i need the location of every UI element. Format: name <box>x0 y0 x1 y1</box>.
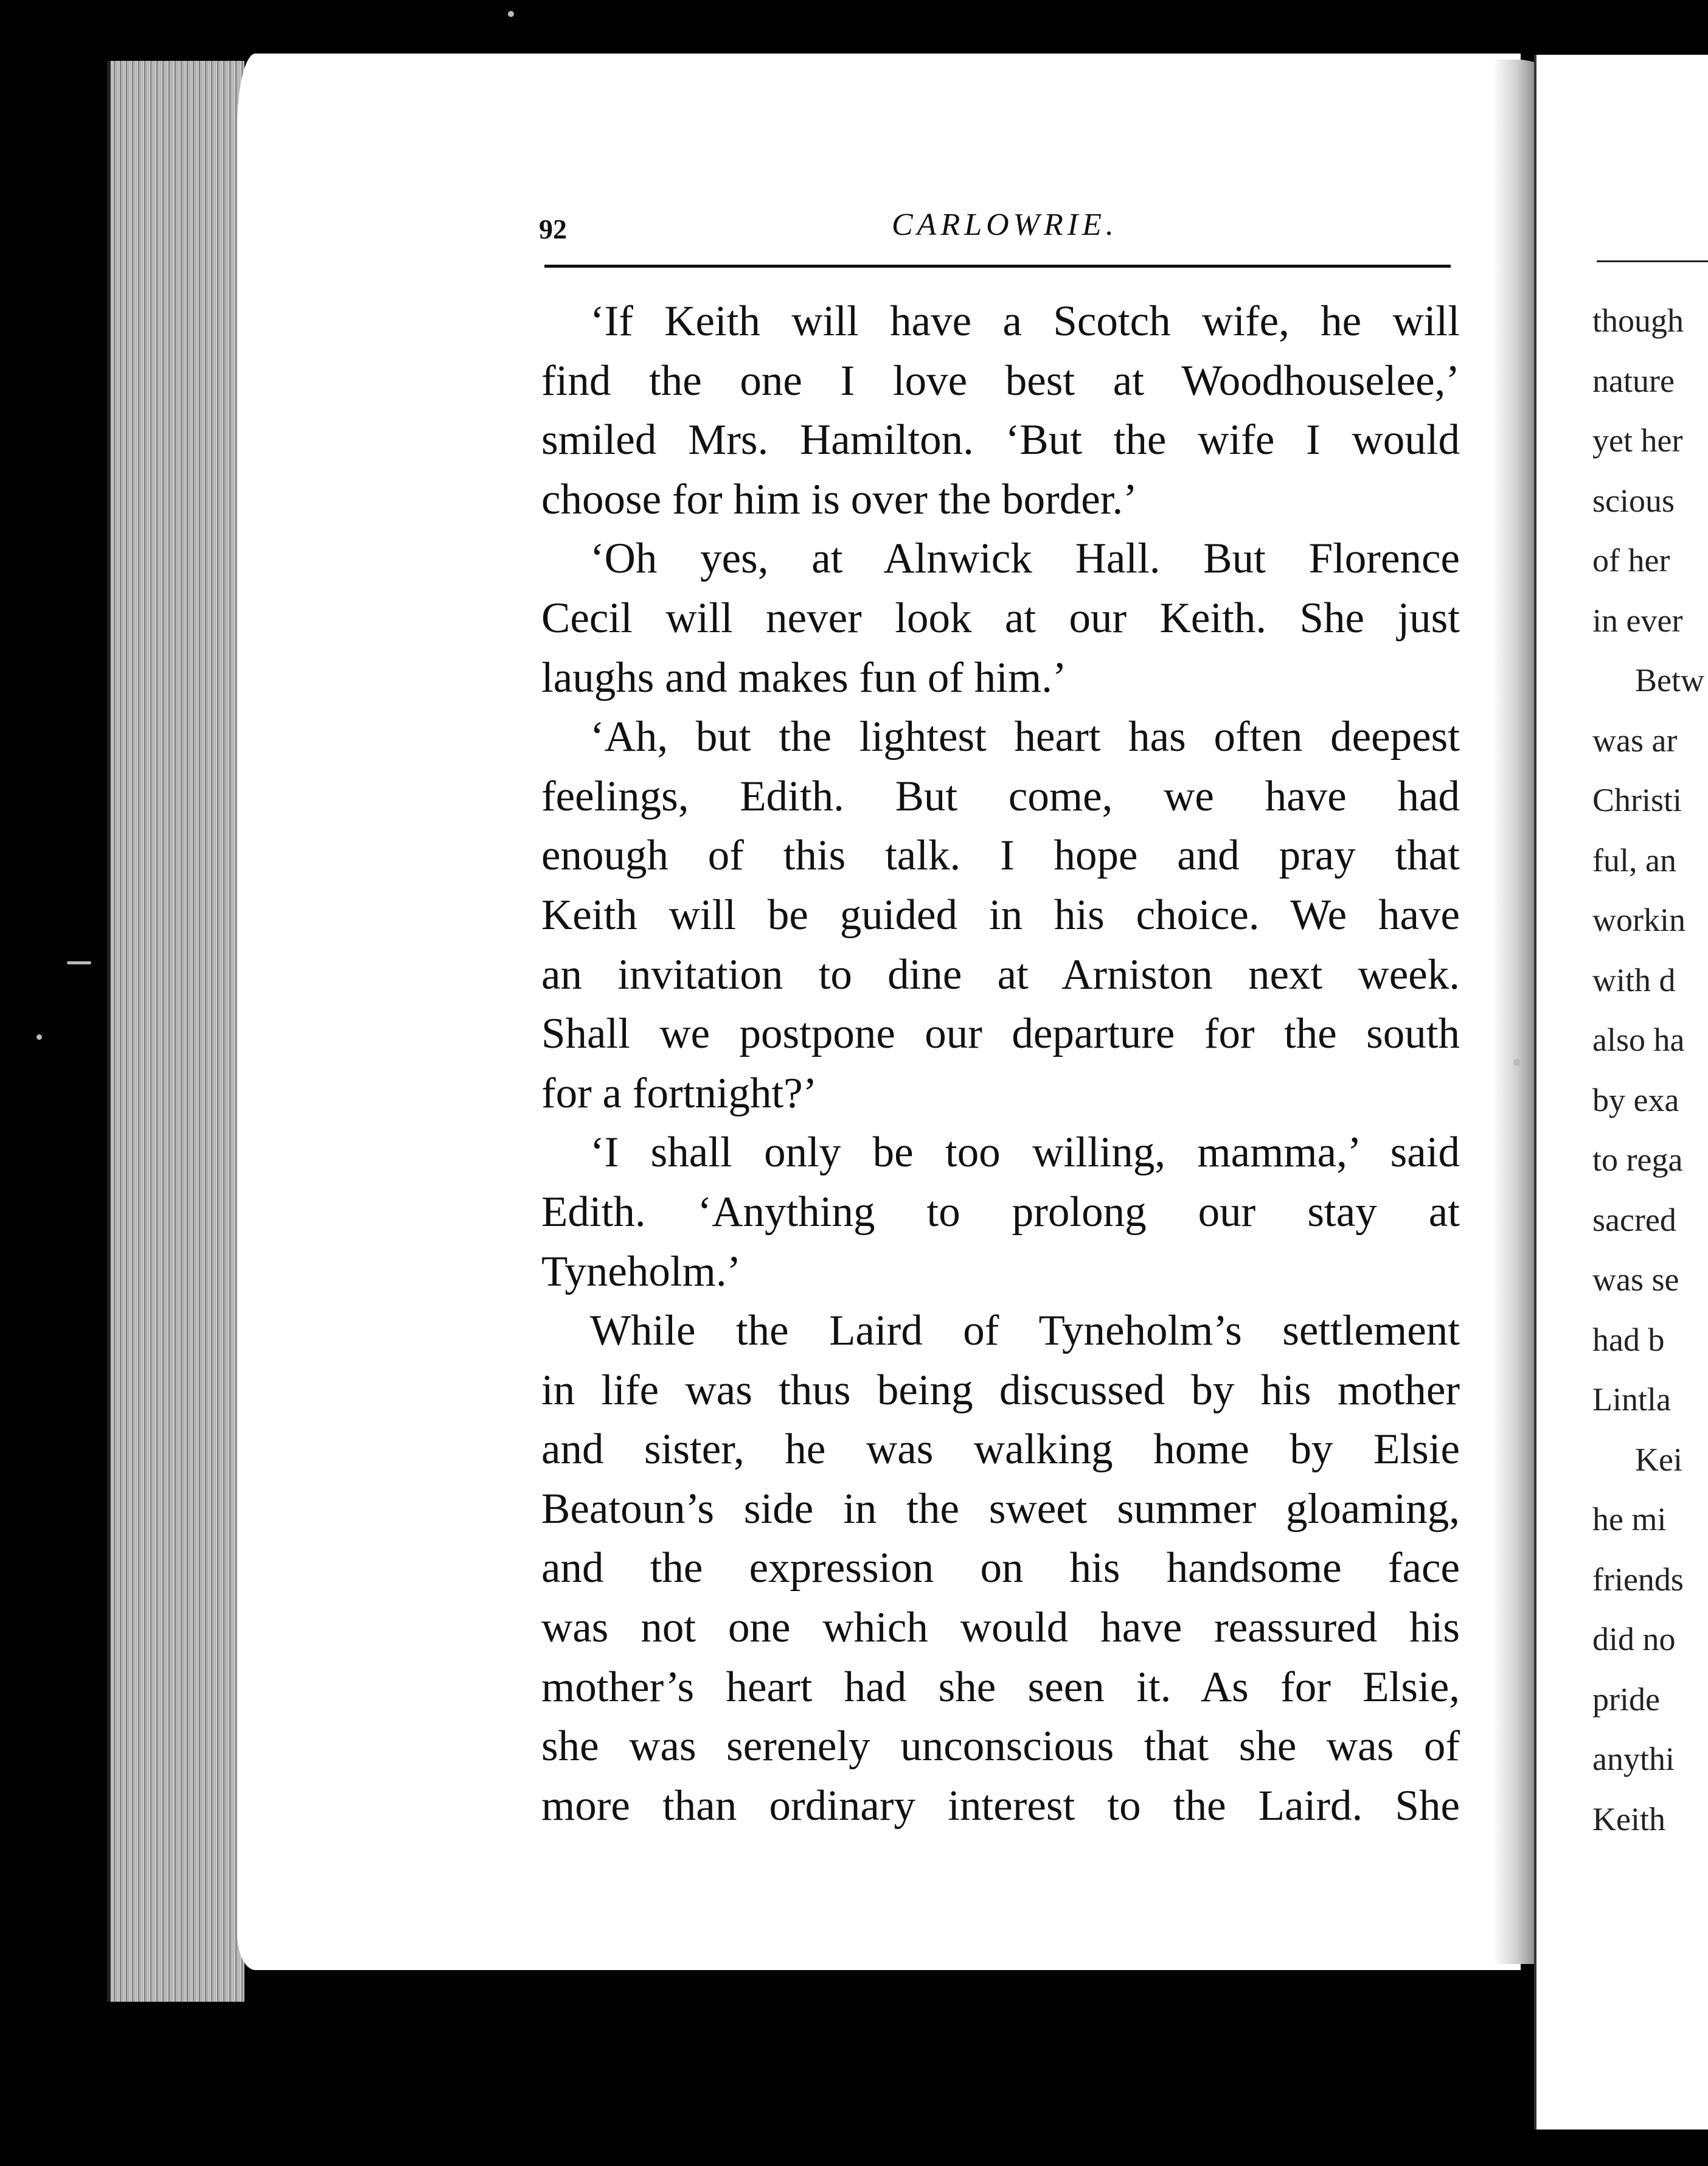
text-line: and sister, he was walking home by Elsie <box>541 1426 1460 1474</box>
text-line: mother’s heart had she seen it. As for Elsie, <box>541 1663 1460 1711</box>
facing-text-line: was ar <box>1592 722 1678 759</box>
facing-page-text <box>1592 291 1708 1849</box>
page-number: 92 <box>539 214 567 245</box>
dust-speck <box>67 961 91 964</box>
facing-text-line: in ever <box>1592 602 1683 639</box>
facing-text-line: had b <box>1592 1321 1665 1358</box>
header-rule <box>544 265 1451 268</box>
facing-text-line: Lintla <box>1592 1381 1671 1418</box>
facing-text-line: scious <box>1592 482 1675 519</box>
facing-text-line: workin <box>1592 902 1685 938</box>
facing-text-line: by exa <box>1592 1081 1679 1118</box>
running-title: CARLOWRIE. <box>892 207 1118 242</box>
facing-text-line: also ha <box>1592 1022 1685 1058</box>
text-line: an invitation to dine at Arniston next week. <box>541 950 1460 998</box>
text-line: feelings, Edith. But come, we have had <box>541 772 1460 820</box>
text-line: While the Laird of Tyneholm’s settlement <box>590 1307 1460 1355</box>
text-line: ‘If Keith will have a Scotch wife, he will <box>590 298 1460 345</box>
text-line: Keith will be guided in his choice. We have <box>541 891 1460 939</box>
dust-speck <box>508 11 514 17</box>
page-header <box>539 207 1451 256</box>
text-line: was not one which would have reassured his <box>541 1604 1460 1652</box>
facing-text-line: pride <box>1592 1680 1660 1718</box>
text-line: ‘I shall only be too willing, mamma,’ said <box>590 1129 1460 1177</box>
facing-text-line: Betw <box>1635 662 1704 698</box>
facing-page-rule <box>1597 260 1708 262</box>
facing-text-line: nature <box>1592 362 1675 399</box>
text-line: and the expression on his handsome face <box>541 1544 1460 1592</box>
text-line: choose for him is over the border.’ <box>541 475 1137 523</box>
text-line: Cecil will never look at our Keith. She just <box>541 594 1460 642</box>
facing-text-line: Kei <box>1635 1441 1682 1478</box>
facing-text-line: he mi <box>1592 1501 1667 1537</box>
text-line: for a fortnight?’ <box>541 1069 818 1117</box>
facing-text-line: of her <box>1592 542 1670 579</box>
text-line: smiled Mrs. Hamilton. ‘But the wife I would <box>541 416 1460 464</box>
text-line: ‘Oh yes, at Alnwick Hall. But Florence <box>590 535 1460 583</box>
facing-text-line: friends <box>1592 1561 1684 1598</box>
facing-text-line: with d <box>1592 961 1676 998</box>
facing-text-line: sacred <box>1592 1201 1676 1238</box>
facing-text-line: though <box>1592 302 1684 339</box>
facing-text-line: ful, an <box>1592 841 1676 879</box>
facing-text-line: was se <box>1592 1261 1679 1298</box>
text-line: more than ordinary interest to the Laird. She <box>541 1781 1460 1830</box>
text-line: find the one I love best at Woodhouselee,’ <box>541 357 1460 405</box>
dust-speck <box>36 1034 42 1040</box>
text-line: Edith. ‘Anything to prolong our stay at <box>541 1188 1460 1236</box>
facing-text-line: yet her <box>1592 422 1683 459</box>
body-text <box>541 292 1460 1836</box>
facing-text-line: anythi <box>1592 1741 1675 1777</box>
dust-speck <box>1513 1059 1521 1066</box>
page-edges <box>107 61 245 2002</box>
facing-text-line: did no <box>1592 1621 1676 1657</box>
facing-text-line: Christi <box>1592 782 1682 818</box>
text-line: enough of this talk. I hope and pray that <box>541 832 1460 880</box>
text-line: laughs and makes fun of him.’ <box>541 653 1067 702</box>
text-line: Beatoun’s side in the sweet summer gloaming, <box>541 1485 1460 1533</box>
text-line: Shall we postpone our departure for the south <box>541 1010 1460 1058</box>
text-line: Tyneholm.’ <box>541 1247 741 1295</box>
facing-text-line: Keith <box>1592 1800 1665 1837</box>
text-line: in life was thus being discussed by his mother <box>541 1366 1460 1414</box>
text-line: ‘Ah, but the lightest heart has often deepest <box>590 713 1460 761</box>
facing-text-line: to rega <box>1592 1141 1683 1178</box>
text-line: she was serenely unconscious that she was of <box>541 1722 1460 1771</box>
